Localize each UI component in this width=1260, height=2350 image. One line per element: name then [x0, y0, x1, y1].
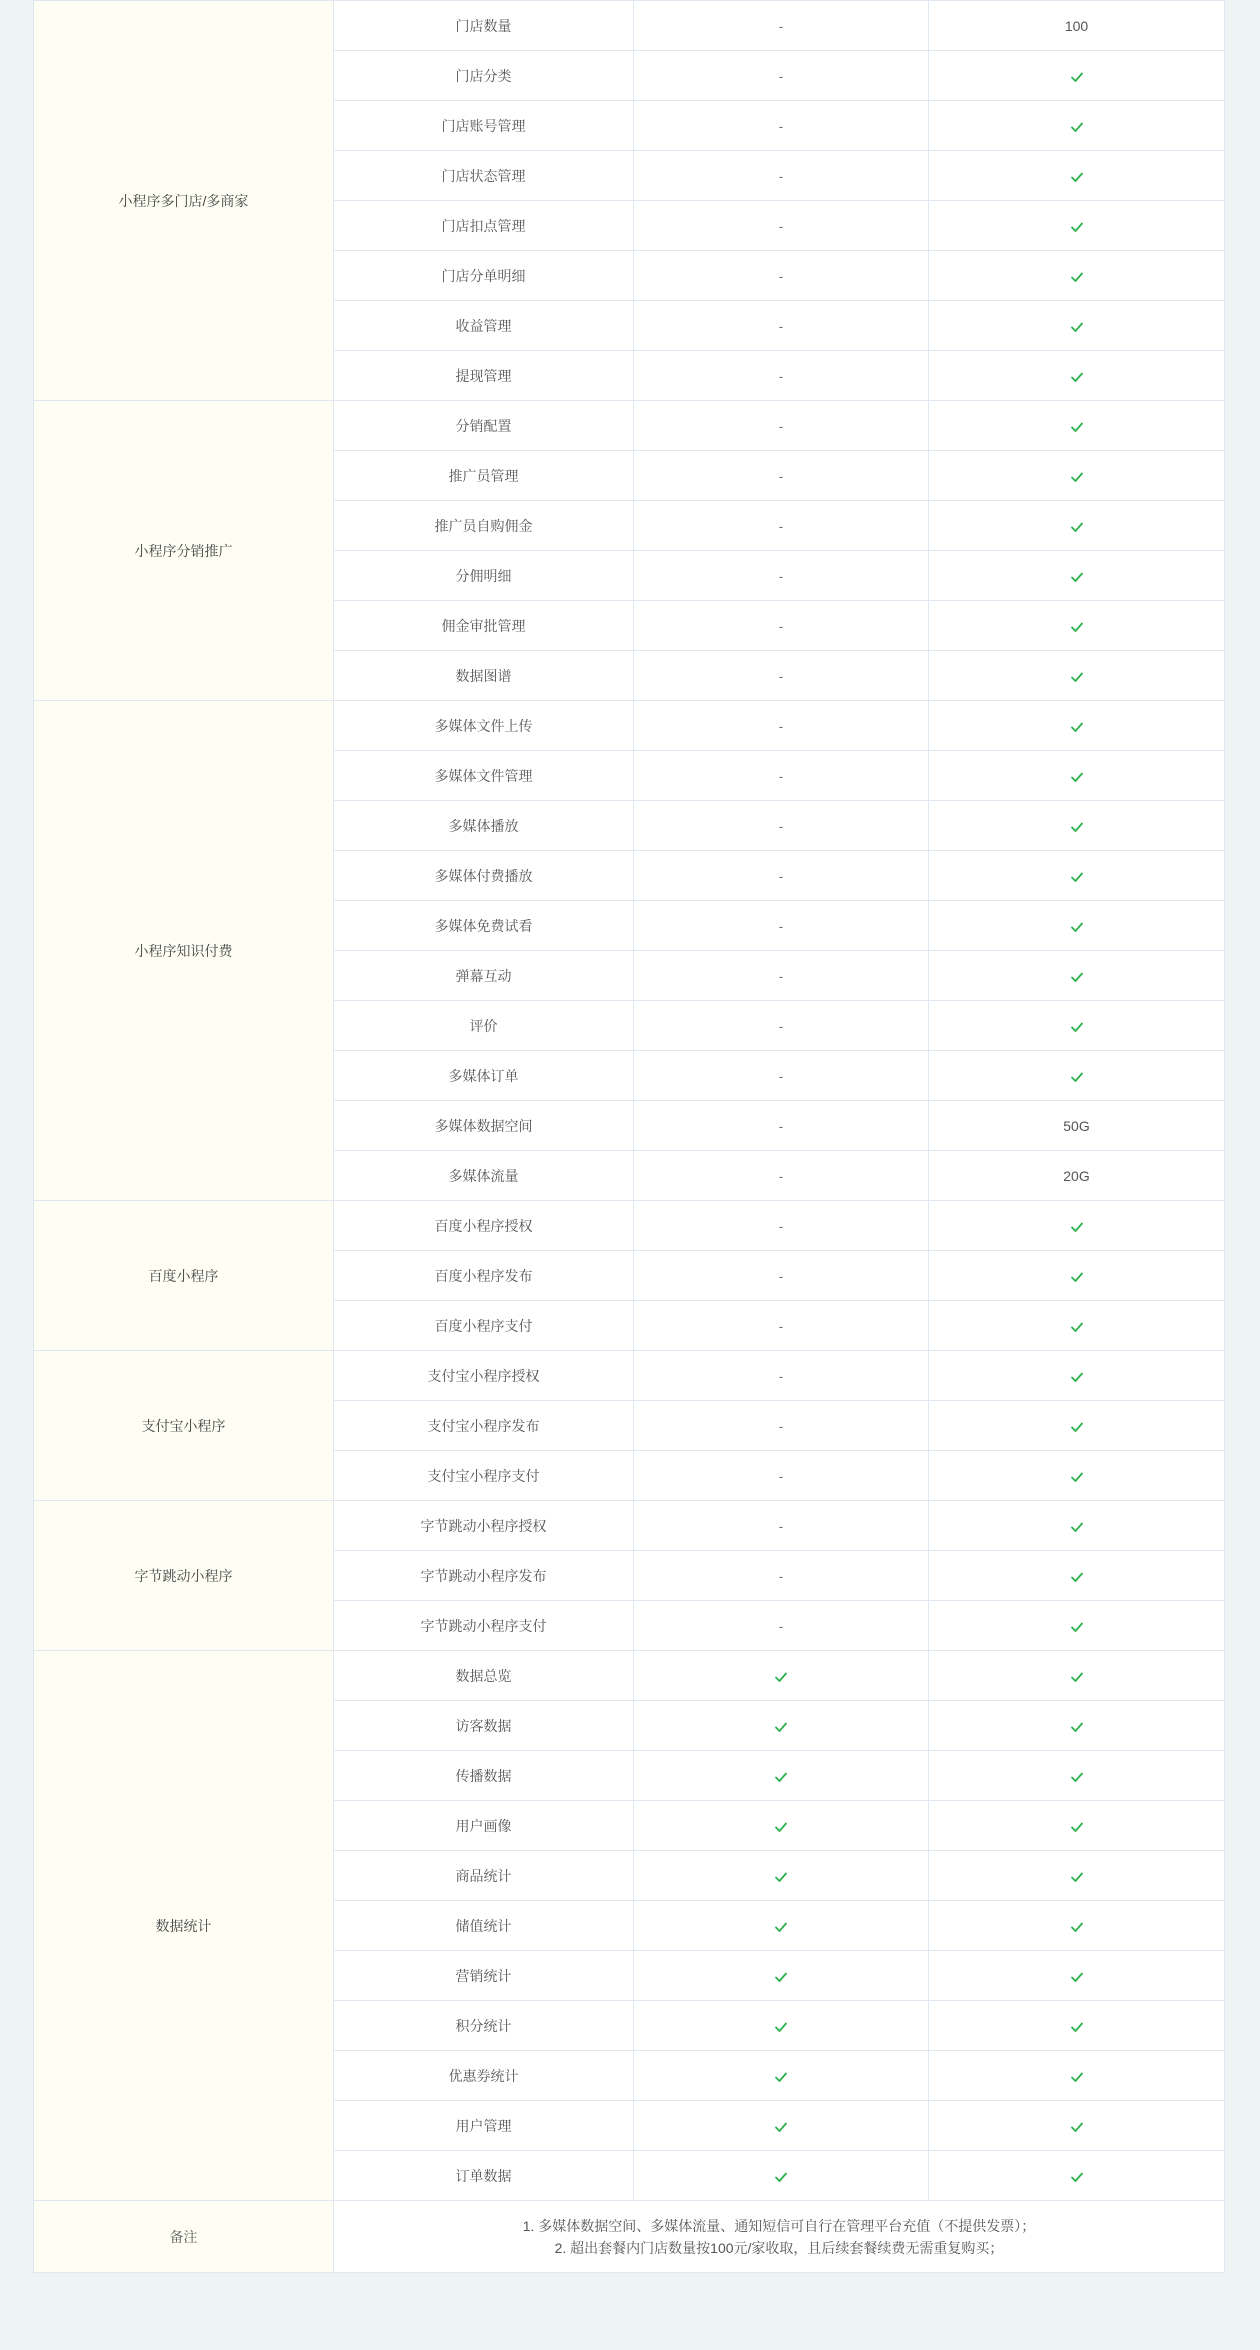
checkmark-icon	[1070, 70, 1084, 84]
feature-label: 提现管理	[455, 367, 512, 384]
feature-label: 多媒体免费试看	[434, 917, 533, 934]
premium-plan-cell	[929, 501, 1225, 551]
feature-label: 多媒体数据空间	[434, 1117, 533, 1134]
feature-cell	[334, 1051, 634, 1101]
checkmark-icon	[774, 1870, 788, 1884]
basic-plan-cell	[634, 701, 929, 751]
basic-plan-cell	[634, 1801, 929, 1851]
feature-cell	[334, 2051, 634, 2101]
feature-label: 多媒体文件上传	[434, 717, 533, 734]
category-label: 支付宝小程序	[141, 1417, 226, 1434]
checkmark-icon	[1070, 1970, 1084, 1984]
checkmark-icon	[1070, 1620, 1084, 1634]
basic-plan-cell	[634, 2051, 929, 2101]
basic-plan-cell	[634, 1351, 929, 1401]
checkmark-icon	[1070, 1370, 1084, 1384]
feature-label: 推广员管理	[448, 467, 519, 484]
feature-label: 数据图谱	[455, 667, 512, 684]
table-row	[34, 401, 1225, 451]
checkmark-icon	[1070, 1020, 1084, 1034]
feature-cell	[334, 301, 634, 351]
basic-plan-cell	[634, 1751, 929, 1801]
basic-plan-cell	[634, 551, 929, 601]
basic-plan-cell	[634, 1701, 929, 1751]
basic-plan-cell	[634, 851, 929, 901]
feature-cell	[334, 751, 634, 801]
premium-plan-cell	[929, 1401, 1225, 1451]
premium-plan-cell	[929, 1651, 1225, 1701]
feature-label: 访客数据	[455, 1717, 512, 1734]
table-row	[34, 1201, 1225, 1251]
category-label: 小程序知识付费	[134, 942, 233, 959]
checkmark-icon	[1070, 870, 1084, 884]
checkmark-icon	[1070, 1070, 1084, 1084]
premium-plan-cell	[929, 951, 1225, 1001]
basic-plan-cell	[634, 151, 929, 201]
checkmark-icon	[1070, 420, 1084, 434]
basic-plan-cell	[634, 1401, 929, 1451]
premium-plan-cell	[929, 551, 1225, 601]
basic-plan-cell-value: -	[778, 767, 784, 784]
category-cell	[34, 1, 334, 401]
feature-comparison-table	[33, 0, 1225, 2273]
basic-plan-cell	[634, 1501, 929, 1551]
checkmark-icon	[774, 2120, 788, 2134]
feature-label: 多媒体付费播放	[434, 867, 533, 884]
basic-plan-cell	[634, 1901, 929, 1951]
basic-plan-cell-value: -	[778, 1367, 784, 1384]
feature-label: 字节跳动小程序支付	[420, 1617, 547, 1634]
premium-plan-cell	[929, 701, 1225, 751]
basic-plan-cell	[634, 1451, 929, 1501]
premium-plan-cell	[929, 301, 1225, 351]
feature-cell	[334, 1401, 634, 1451]
checkmark-icon	[1070, 1570, 1084, 1584]
checkmark-icon	[1070, 820, 1084, 834]
premium-plan-cell	[929, 1851, 1225, 1901]
feature-label: 营销统计	[455, 1967, 512, 1984]
premium-plan-cell	[929, 751, 1225, 801]
remarks-row	[34, 2201, 1225, 2273]
feature-cell	[334, 1001, 634, 1051]
basic-plan-cell	[634, 101, 929, 151]
feature-label: 积分统计	[455, 2017, 512, 2034]
basic-plan-cell	[634, 951, 929, 1001]
checkmark-icon	[1070, 2020, 1084, 2034]
basic-plan-cell-value: -	[778, 1067, 784, 1084]
premium-plan-cell	[929, 2001, 1225, 2051]
basic-plan-cell	[634, 1201, 929, 1251]
feature-cell	[334, 2001, 634, 2051]
premium-plan-cell	[929, 1801, 1225, 1851]
feature-cell	[334, 1301, 634, 1351]
checkmark-icon	[774, 2020, 788, 2034]
premium-plan-cell	[929, 1551, 1225, 1601]
feature-cell	[334, 951, 634, 1001]
comparison-table-body	[34, 1, 1225, 2273]
checkmark-icon	[1070, 1920, 1084, 1934]
feature-label: 用户管理	[455, 2117, 512, 2134]
basic-plan-cell-value: -	[778, 67, 784, 84]
feature-label: 支付宝小程序授权	[427, 1367, 540, 1384]
feature-cell	[334, 1501, 634, 1551]
feature-label: 佣金审批管理	[441, 617, 526, 634]
checkmark-icon	[1070, 620, 1084, 634]
basic-plan-cell-value: -	[778, 867, 784, 884]
basic-plan-cell	[634, 501, 929, 551]
feature-cell	[334, 1251, 634, 1301]
basic-plan-cell-value: -	[778, 717, 784, 734]
basic-plan-cell	[634, 1651, 929, 1701]
premium-plan-cell-value: 100	[1064, 17, 1089, 34]
feature-label: 门店状态管理	[441, 167, 526, 184]
feature-label: 用户画像	[455, 1817, 512, 1834]
premium-plan-cell	[929, 1151, 1225, 1201]
category-label: 字节跳动小程序	[134, 1567, 233, 1584]
feature-label: 多媒体流量	[448, 1167, 519, 1184]
checkmark-icon	[774, 1970, 788, 1984]
basic-plan-cell	[634, 2151, 929, 2201]
category-cell	[34, 1651, 334, 2201]
feature-cell	[334, 451, 634, 501]
checkmark-icon	[1070, 1870, 1084, 1884]
feature-cell	[334, 901, 634, 951]
premium-plan-cell	[929, 901, 1225, 951]
premium-plan-cell	[929, 451, 1225, 501]
basic-plan-cell	[634, 2001, 929, 2051]
checkmark-icon	[1070, 520, 1084, 534]
basic-plan-cell	[634, 901, 929, 951]
feature-cell	[334, 1851, 634, 1901]
basic-plan-cell-value: -	[778, 1467, 784, 1484]
premium-plan-cell	[929, 351, 1225, 401]
basic-plan-cell	[634, 601, 929, 651]
feature-cell	[334, 1901, 634, 1951]
checkmark-icon	[1070, 170, 1084, 184]
feature-label: 储值统计	[455, 1917, 512, 1934]
basic-plan-cell-value: -	[778, 1517, 784, 1534]
checkmark-icon	[1070, 1520, 1084, 1534]
basic-plan-cell	[634, 1551, 929, 1601]
checkmark-icon	[1070, 320, 1084, 334]
feature-label: 字节跳动小程序授权	[420, 1517, 547, 1534]
premium-plan-cell	[929, 1101, 1225, 1151]
feature-cell	[334, 1351, 634, 1401]
basic-plan-cell-value: -	[778, 317, 784, 334]
category-cell	[34, 401, 334, 701]
feature-label: 门店数量	[455, 17, 512, 34]
checkmark-icon	[1070, 2070, 1084, 2084]
premium-plan-cell	[929, 1301, 1225, 1351]
feature-cell	[334, 401, 634, 451]
premium-plan-cell	[929, 1251, 1225, 1301]
checkmark-icon	[774, 1720, 788, 1734]
feature-label: 字节跳动小程序发布	[420, 1567, 547, 1584]
checkmark-icon	[1070, 670, 1084, 684]
checkmark-icon	[1070, 370, 1084, 384]
basic-plan-cell-value: -	[778, 1567, 784, 1584]
basic-plan-cell-value: -	[778, 1017, 784, 1034]
basic-plan-cell-value: -	[778, 1217, 784, 1234]
checkmark-icon	[1070, 1770, 1084, 1784]
feature-cell	[334, 201, 634, 251]
basic-plan-cell	[634, 201, 929, 251]
basic-plan-cell	[634, 251, 929, 301]
basic-plan-cell-value: -	[778, 567, 784, 584]
checkmark-icon	[1070, 270, 1084, 284]
feature-label: 门店分单明细	[441, 267, 526, 284]
basic-plan-cell-value: -	[778, 217, 784, 234]
checkmark-icon	[1070, 220, 1084, 234]
category-label: 百度小程序	[148, 1267, 219, 1284]
feature-cell	[334, 2101, 634, 2151]
premium-plan-cell	[929, 1901, 1225, 1951]
basic-plan-cell-value: -	[778, 1317, 784, 1334]
checkmark-icon	[1070, 1470, 1084, 1484]
premium-plan-cell	[929, 851, 1225, 901]
checkmark-icon	[774, 1920, 788, 1934]
premium-plan-cell	[929, 801, 1225, 851]
basic-plan-cell-value: -	[778, 117, 784, 134]
premium-plan-cell	[929, 1201, 1225, 1251]
category-cell	[34, 701, 334, 1201]
premium-plan-cell	[929, 2151, 1225, 2201]
basic-plan-cell	[634, 1001, 929, 1051]
basic-plan-cell	[634, 1301, 929, 1351]
feature-cell	[334, 1651, 634, 1701]
basic-plan-cell	[634, 451, 929, 501]
feature-cell	[334, 1101, 634, 1151]
basic-plan-cell-value: -	[778, 917, 784, 934]
premium-plan-cell	[929, 251, 1225, 301]
premium-plan-cell	[929, 1601, 1225, 1651]
basic-plan-cell-value: -	[778, 617, 784, 634]
basic-plan-cell	[634, 1251, 929, 1301]
feature-label: 优惠券统计	[448, 2067, 519, 2084]
table-row	[34, 1651, 1225, 1701]
basic-plan-cell	[634, 401, 929, 451]
checkmark-icon	[1070, 2120, 1084, 2134]
feature-label: 评价	[469, 1017, 498, 1034]
basic-plan-cell-value: -	[778, 817, 784, 834]
basic-plan-cell-value: -	[778, 17, 784, 34]
feature-label: 订单数据	[455, 2167, 512, 2184]
basic-plan-cell-value: -	[778, 167, 784, 184]
basic-plan-cell-value: -	[778, 367, 784, 384]
basic-plan-cell	[634, 651, 929, 701]
feature-cell	[334, 1, 634, 51]
feature-cell	[334, 651, 634, 701]
feature-label: 门店账号管理	[441, 117, 526, 134]
checkmark-icon	[774, 2070, 788, 2084]
feature-cell	[334, 1701, 634, 1751]
basic-plan-cell-value: -	[778, 1117, 784, 1134]
checkmark-icon	[1070, 1720, 1084, 1734]
basic-plan-cell-value: -	[778, 267, 784, 284]
premium-plan-cell	[929, 1751, 1225, 1801]
basic-plan-cell	[634, 1151, 929, 1201]
premium-plan-cell	[929, 101, 1225, 151]
checkmark-icon	[1070, 1670, 1084, 1684]
category-cell	[34, 1201, 334, 1351]
checkmark-icon	[1070, 1420, 1084, 1434]
table-row	[34, 1351, 1225, 1401]
feature-cell	[334, 1201, 634, 1251]
premium-plan-cell	[929, 2051, 1225, 2101]
feature-cell	[334, 1951, 634, 2001]
premium-plan-cell	[929, 2101, 1225, 2151]
remarks-label: 备注	[169, 2228, 198, 2245]
checkmark-icon	[774, 1770, 788, 1784]
premium-plan-cell	[929, 1501, 1225, 1551]
feature-cell	[334, 1601, 634, 1651]
checkmark-icon	[1070, 720, 1084, 734]
checkmark-icon	[774, 1670, 788, 1684]
feature-label: 收益管理	[455, 317, 512, 334]
basic-plan-cell	[634, 51, 929, 101]
category-cell	[34, 1501, 334, 1651]
feature-label: 门店扣点管理	[441, 217, 526, 234]
feature-cell	[334, 551, 634, 601]
feature-cell	[334, 1451, 634, 1501]
feature-label: 支付宝小程序发布	[427, 1417, 540, 1434]
feature-label: 百度小程序发布	[434, 1267, 533, 1284]
checkmark-icon	[1070, 970, 1084, 984]
checkmark-icon	[1070, 1220, 1084, 1234]
basic-plan-cell-value: -	[778, 667, 784, 684]
premium-plan-cell	[929, 51, 1225, 101]
basic-plan-cell	[634, 1601, 929, 1651]
basic-plan-cell-value: -	[778, 467, 784, 484]
feature-label: 百度小程序支付	[434, 1317, 533, 1334]
premium-plan-cell-value: 50G	[1063, 1117, 1090, 1134]
feature-label: 传播数据	[455, 1767, 512, 1784]
feature-cell	[334, 51, 634, 101]
feature-label: 支付宝小程序支付	[427, 1467, 540, 1484]
basic-plan-cell	[634, 801, 929, 851]
premium-plan-cell	[929, 201, 1225, 251]
basic-plan-cell	[634, 1851, 929, 1901]
feature-cell	[334, 351, 634, 401]
basic-plan-cell-value: -	[778, 1617, 784, 1634]
premium-plan-cell	[929, 601, 1225, 651]
feature-label: 多媒体文件管理	[434, 767, 533, 784]
feature-label: 门店分类	[455, 67, 512, 84]
feature-cell	[334, 1801, 634, 1851]
feature-label: 商品统计	[455, 1867, 512, 1884]
checkmark-icon	[1070, 1820, 1084, 1834]
premium-plan-cell	[929, 1, 1225, 51]
basic-plan-cell-value: -	[778, 1417, 784, 1434]
basic-plan-cell-value: -	[778, 1167, 784, 1184]
feature-cell	[334, 1751, 634, 1801]
basic-plan-cell	[634, 1, 929, 51]
basic-plan-cell	[634, 1051, 929, 1101]
feature-label: 推广员自购佣金	[434, 517, 533, 534]
premium-plan-cell	[929, 1351, 1225, 1401]
feature-label: 弹幕互动	[455, 967, 512, 984]
feature-cell	[334, 101, 634, 151]
feature-label: 分佣明细	[455, 567, 512, 584]
checkmark-icon	[1070, 120, 1084, 134]
basic-plan-cell	[634, 1101, 929, 1151]
feature-cell	[334, 1551, 634, 1601]
remarks-label-cell	[34, 2201, 334, 2273]
category-label: 小程序分销推广	[134, 542, 233, 559]
premium-plan-cell	[929, 1001, 1225, 1051]
premium-plan-cell	[929, 1701, 1225, 1751]
checkmark-icon	[1070, 2170, 1084, 2184]
feature-label: 多媒体播放	[448, 817, 519, 834]
basic-plan-cell	[634, 351, 929, 401]
basic-plan-cell-value: -	[778, 417, 784, 434]
feature-label: 多媒体订单	[448, 1067, 519, 1084]
feature-cell	[334, 701, 634, 751]
checkmark-icon	[1070, 570, 1084, 584]
remarks-text-cell	[334, 2201, 1225, 2273]
premium-plan-cell	[929, 1951, 1225, 2001]
feature-cell	[334, 851, 634, 901]
basic-plan-cell-value: -	[778, 1267, 784, 1284]
checkmark-icon	[1070, 920, 1084, 934]
feature-cell	[334, 251, 634, 301]
feature-cell	[334, 801, 634, 851]
basic-plan-cell	[634, 1951, 929, 2001]
remarks-line: 1. 多媒体数据空间、多媒体流量、通知短信可自行在管理平台充值（不提供发票）；	[522, 2217, 1036, 2234]
basic-plan-cell-value: -	[778, 967, 784, 984]
category-cell	[34, 1351, 334, 1501]
feature-cell	[334, 601, 634, 651]
basic-plan-cell	[634, 2101, 929, 2151]
feature-label: 百度小程序授权	[434, 1217, 533, 1234]
feature-cell	[334, 151, 634, 201]
feature-label: 数据总览	[455, 1667, 512, 1684]
table-row	[34, 1, 1225, 51]
premium-plan-cell	[929, 151, 1225, 201]
category-label: 数据统计	[155, 1917, 212, 1934]
basic-plan-cell-value: -	[778, 517, 784, 534]
feature-cell	[334, 501, 634, 551]
checkmark-icon	[774, 1820, 788, 1834]
feature-label: 分销配置	[455, 417, 512, 434]
premium-plan-cell	[929, 401, 1225, 451]
premium-plan-cell	[929, 651, 1225, 701]
checkmark-icon	[774, 2170, 788, 2184]
basic-plan-cell	[634, 751, 929, 801]
feature-cell	[334, 1151, 634, 1201]
category-label: 小程序多门店/多商家	[118, 192, 249, 209]
table-row	[34, 701, 1225, 751]
premium-plan-cell	[929, 1051, 1225, 1101]
feature-cell	[334, 2151, 634, 2201]
premium-plan-cell-value: 20G	[1063, 1167, 1090, 1184]
checkmark-icon	[1070, 1270, 1084, 1284]
checkmark-icon	[1070, 770, 1084, 784]
checkmark-icon	[1070, 1320, 1084, 1334]
basic-plan-cell	[634, 301, 929, 351]
comparison-table-wrapper	[33, 0, 1224, 2273]
premium-plan-cell	[929, 1451, 1225, 1501]
remarks-line: 2. 超出套餐内门店数量按100元/家收取，且后续套餐续费无需重复购买；	[554, 2239, 1004, 2256]
table-row	[34, 1501, 1225, 1551]
checkmark-icon	[1070, 470, 1084, 484]
